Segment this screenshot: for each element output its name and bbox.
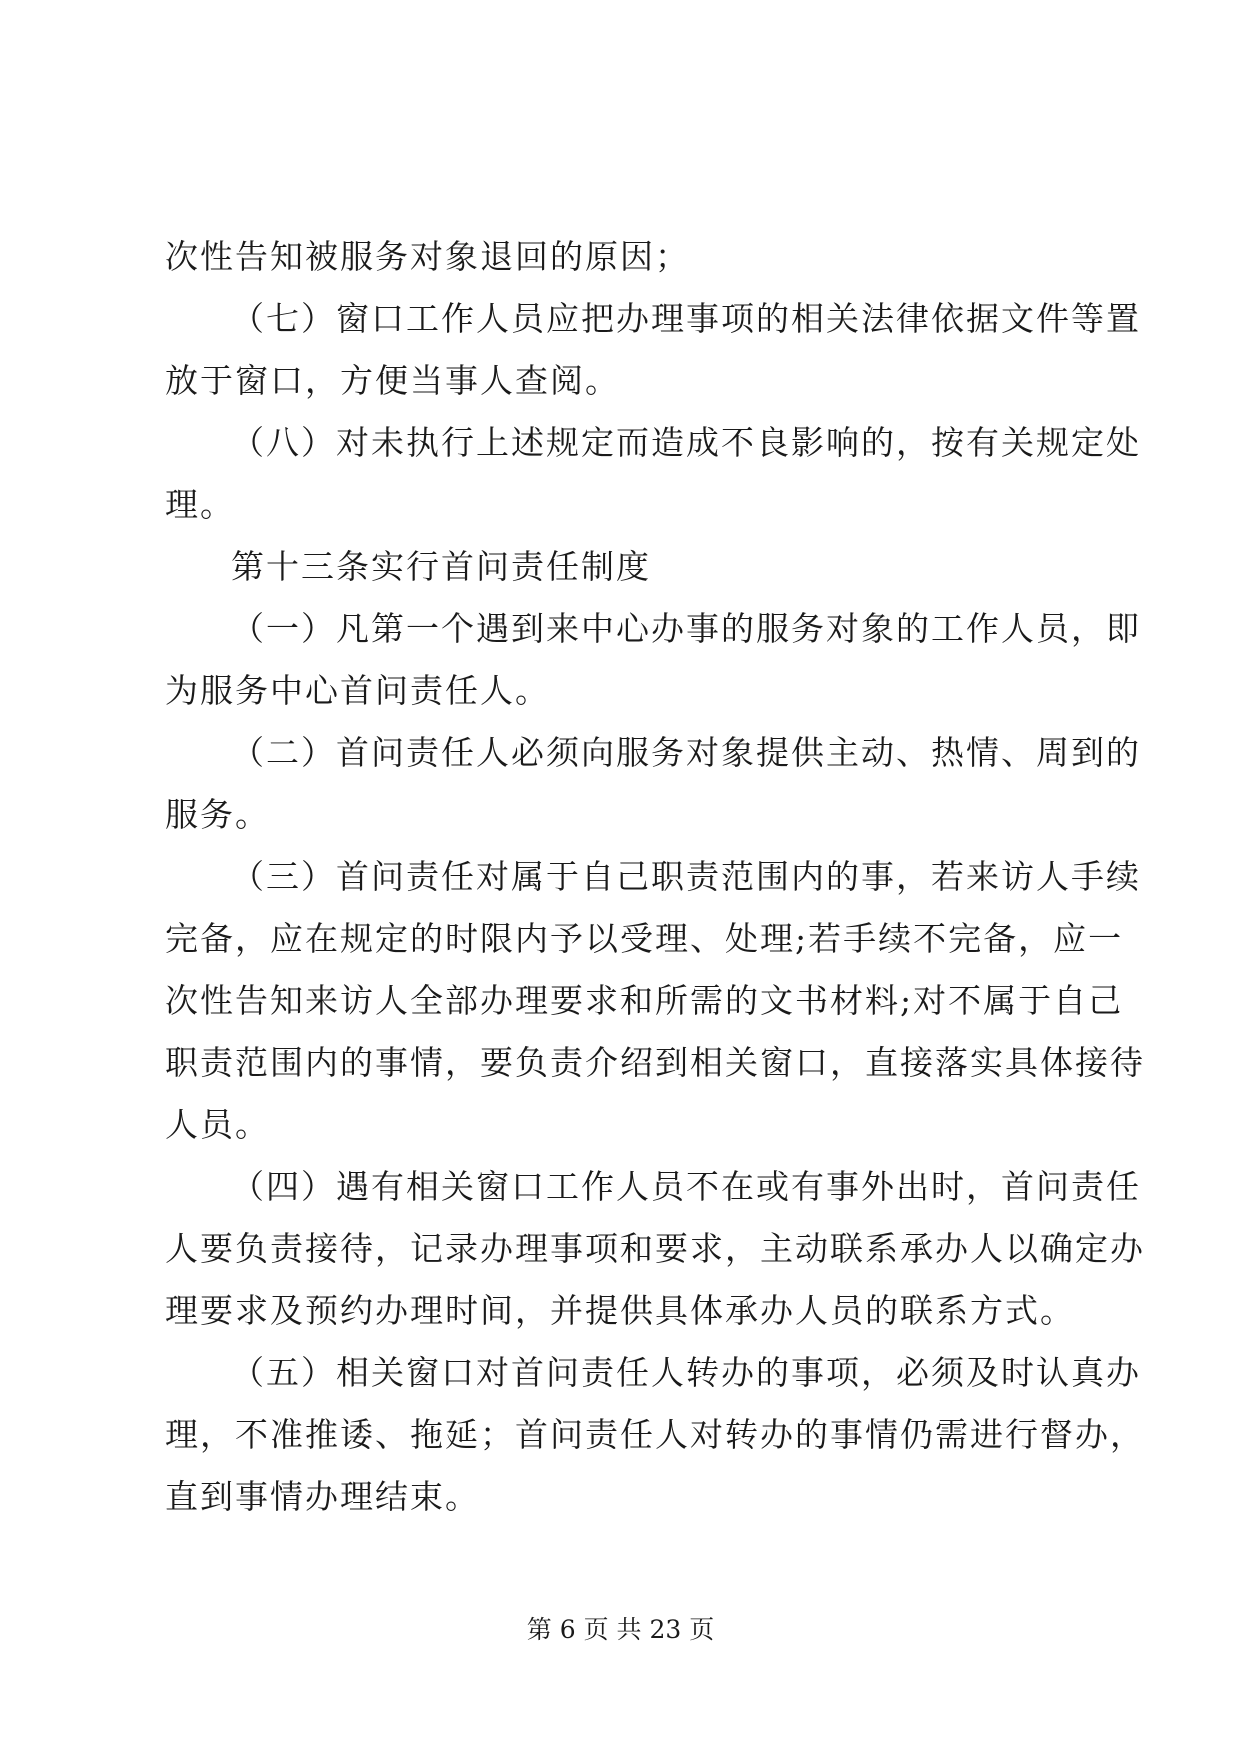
text-line: （一）凡第一个遇到来中心办事的服务对象的工作人员，即 (231, 609, 1141, 648)
page-number-footer: 第 6 页 共 23 页 (526, 1615, 715, 1644)
text-line: 服务。 (165, 795, 270, 834)
text-line: （八）对未执行上述规定而造成不良影响的，按有关规定处 (231, 423, 1141, 462)
text-line: （七）窗口工作人员应把办理事项的相关法律依据文件等置 (231, 299, 1141, 338)
text-line: （四）遇有相关窗口工作人员不在或有事外出时，首问责任 (231, 1167, 1141, 1206)
text-line: 理。 (165, 485, 235, 524)
text-line: （五）相关窗口对首问责任人转办的事项，必须及时认真办 (231, 1353, 1141, 1392)
text-line: 次性告知来访人全部办理要求和所需的文书材料;对不属于自己 (165, 981, 1124, 1020)
body-text (165, 226, 1145, 1528)
text-line: 职责范围内的事情，要负责介绍到相关窗口，直接落实具体接待 (165, 1043, 1145, 1082)
text-line: 完备，应在规定的时限内予以受理、处理;若手续不完备，应一 (165, 919, 1124, 958)
text-line: 理，不准推诿、拖延；首问责任人对转办的事情仍需进行督办， (165, 1415, 1145, 1454)
text-line: 理要求及预约办理时间，并提供具体承办人员的联系方式。 (165, 1291, 1075, 1330)
text-line: 放于窗口，方便当事人查阅。 (165, 361, 620, 400)
text-line: 为服务中心首问责任人。 (165, 671, 550, 710)
text-line: （二）首问责任人必须向服务对象提供主动、热情、周到的 (231, 733, 1141, 772)
text-line: 次性告知被服务对象退回的原因； (165, 237, 690, 276)
text-line: 人员。 (165, 1105, 270, 1144)
article-heading: 第十三条实行首问责任制度 (231, 547, 651, 586)
text-line: 直到事情办理结束。 (165, 1477, 480, 1516)
text-line: （三）首问责任对属于自己职责范围内的事，若来访人手续 (231, 857, 1141, 896)
text-line: 人要负责接待，记录办理事项和要求，主动联系承办人以确定办 (165, 1229, 1145, 1268)
